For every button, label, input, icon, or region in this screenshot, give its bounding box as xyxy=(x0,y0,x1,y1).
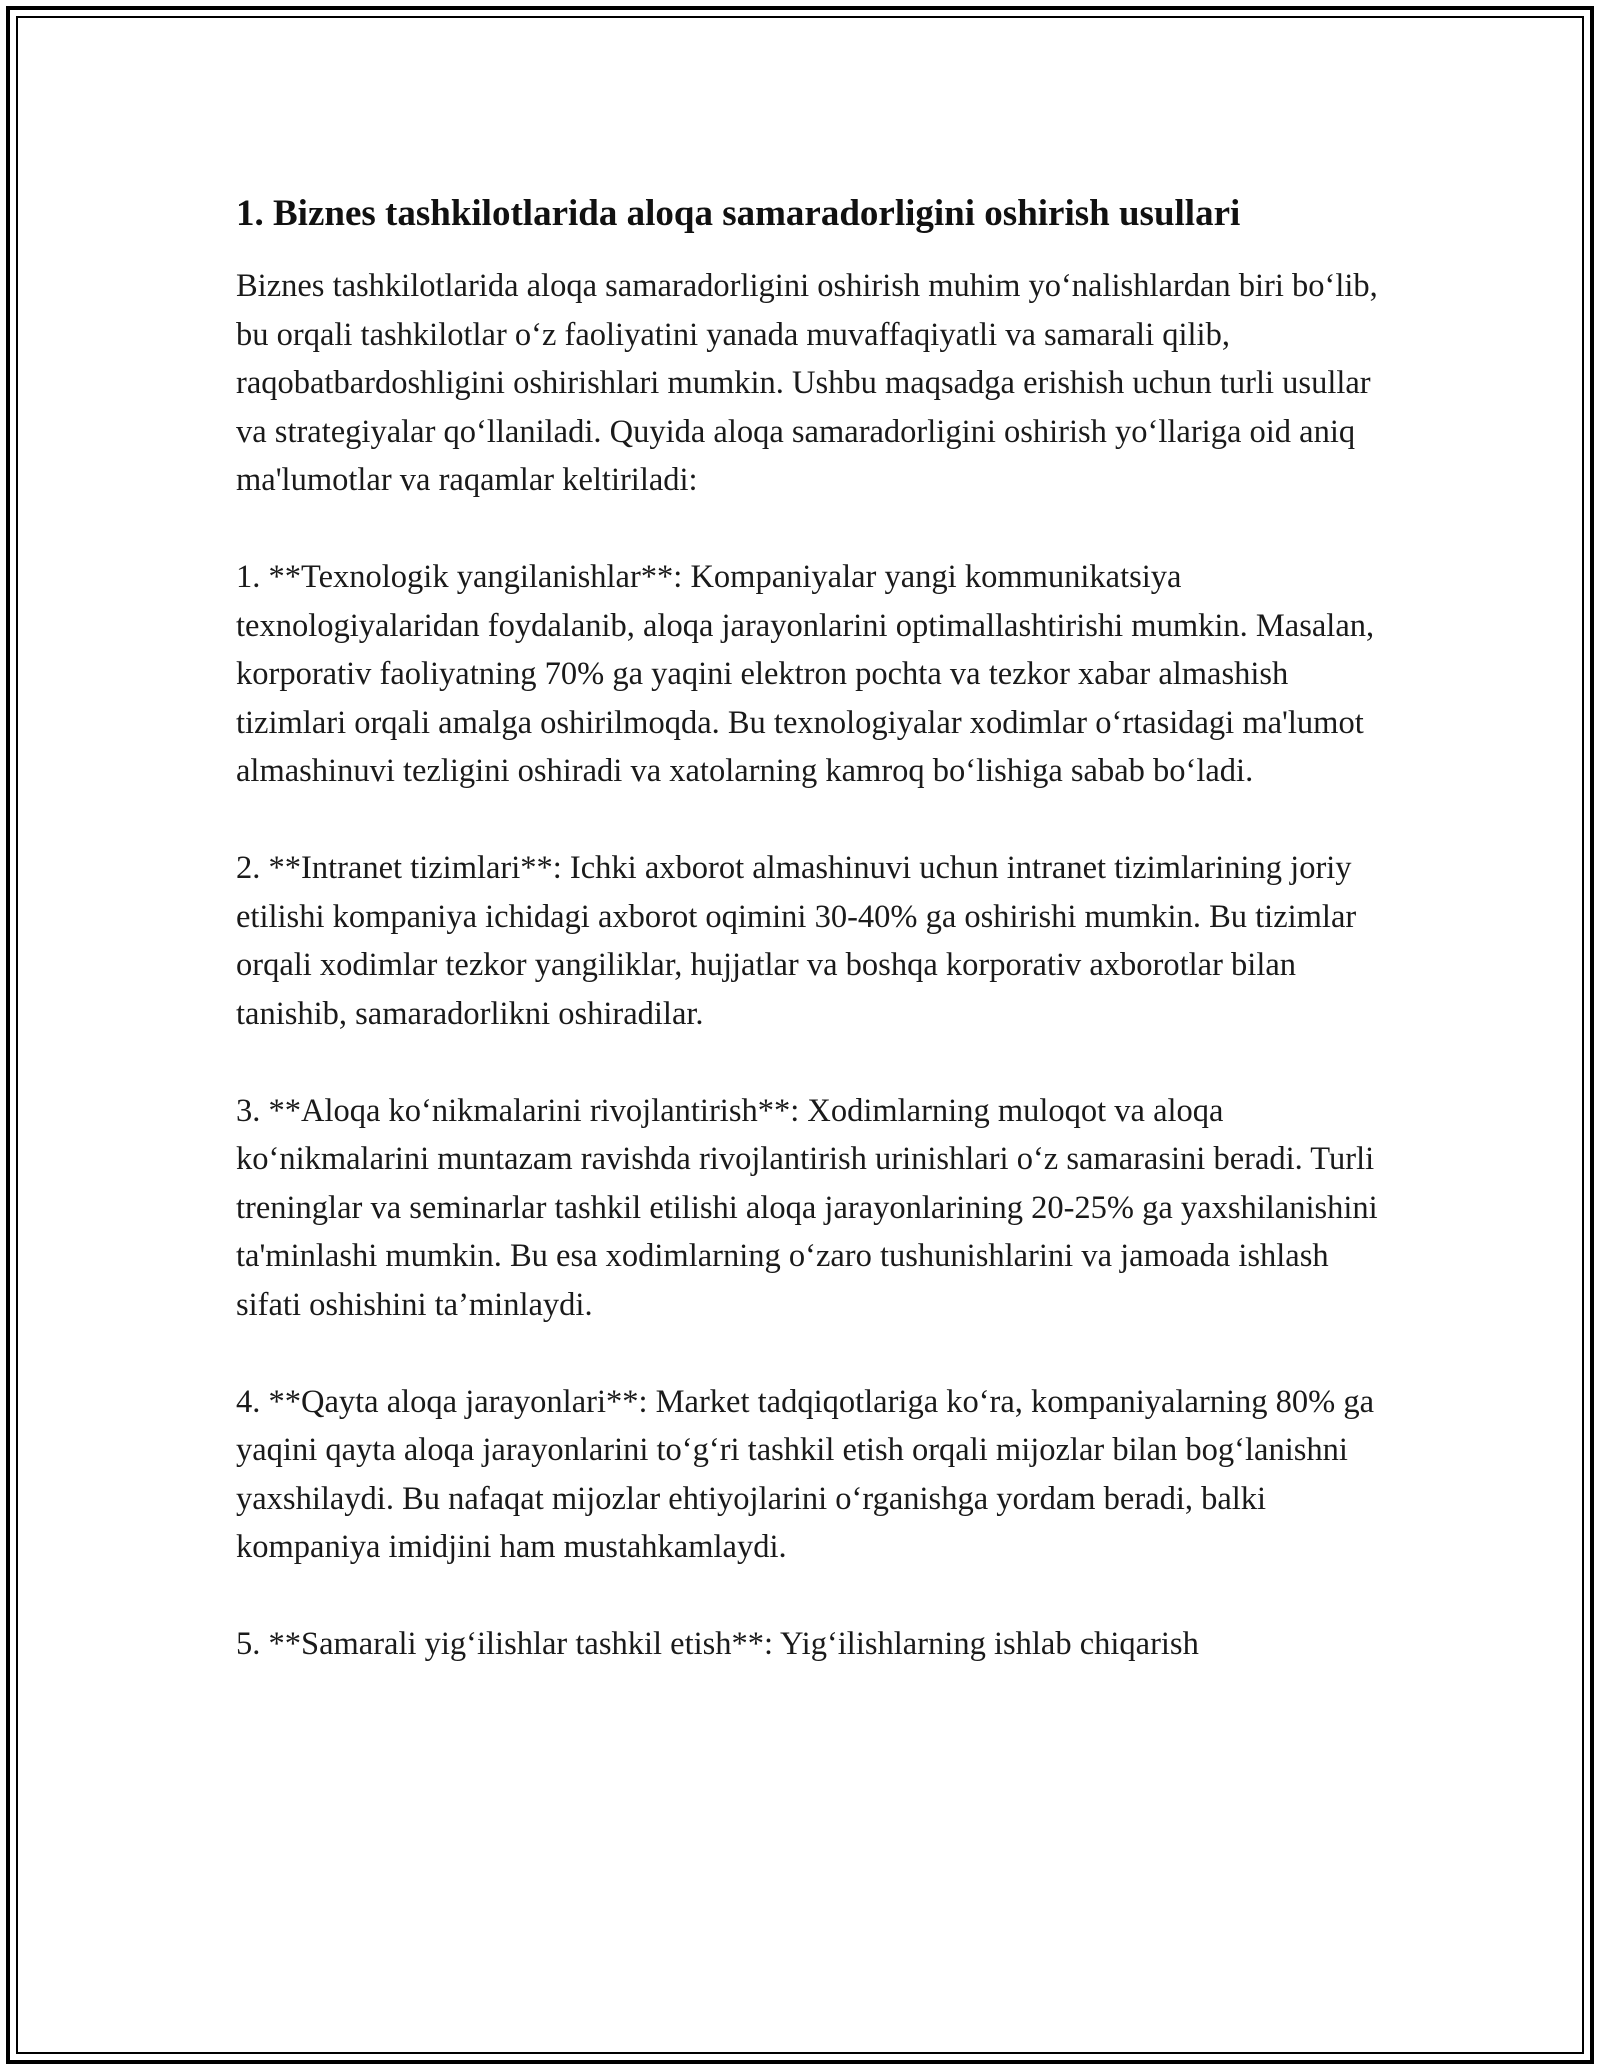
list-item-feedback: 4. **Qayta aloqa jarayonlari**: Market tadqiqotlariga ko‘ra, kompaniyalarning 80% ga yaqini qayta aloqa jarayonlarini to‘g‘ri tashkil etish orqali mijozlar bilan bog‘lanishni yaxshilaydi. Bu nafaqat mijozlar ehtiyojlarini o‘rganishga yordam beradi, balki kompaniya imidjini ham mustahkamlaydi. xyxy=(236,1383,1375,1565)
document-content xyxy=(236,186,1386,1669)
list-item-communication-skills: 3. **Aloqa ko‘nikmalarini rivojlantirish**: Xodimlarning muloqot va aloqa ko‘nikmalarini muntazam ravishda rivojlantirish urinishlari o‘z samarasini beradi. Turli treninglar va seminarlar tashkil etilishi aloqa jarayonlarining 20-25% ga yaxshilanishini ta'minlashi mumkin. Bu esa xodimlarning o‘zaro tushunishlarini va jamoada ishlash sifati oshishini ta’minlaydi. xyxy=(236,1092,1378,1323)
document-body xyxy=(236,262,1386,1669)
intro-paragraph: Biznes tashkilotlarida aloqa samaradorligini oshirish muhim yo‘nalishlardan biri bo‘lib, bu orqali tashkilotlar o‘z faoliyatini yanada muvaffaqiyatli va samarali qilib, raqobatbardoshligini oshirishlari mumkin. Ushbu maqsadga erishish uchun turli usullar va strategiyalar qo‘llaniladi. Quyida aloqa samaradorligini oshirish yo‘llariga oid aniq ma'lumotlar va raqamlar keltiriladi: xyxy=(236,268,1378,498)
document-title: 1. Biznes tashkilotlarida aloqa samaradorligini oshirish usullari xyxy=(236,193,1241,234)
list-item-intranet: 2. **Intranet tizimlari**: Ichki axborot almashinuvi uchun intranet tizimlarining joriy etilishi kompaniya ichidagi axborot oqimini 30-40% ga oshirishi mumkin. Bu tizimlar orqali xodimlar tezkor yangiliklar, hujjatlar va boshqa korporativ axborotlar bilan tanishib, samaradorlikni oshiradilar. xyxy=(236,850,1357,1032)
list-item-technology: 1. **Texnologik yangilanishlar**: Kompaniyalar yangi kommunikatsiya texnologiyalaridan foydalanib, aloqa jarayonlarini optimallashtirishi mumkin. Masalan, korporativ faoliyatning 70% ga yaqini elektron pochta va tezkor xabar almashish tizimlari orqali amalga oshirilmoqda. Bu texnologiyalar xodimlar o‘rtasidagi ma'lumot almashinuvi tezligini oshiradi va xatolarning kamroq bo‘lishiga sabab bo‘ladi. xyxy=(236,559,1375,789)
list-item-meetings: 5. **Samarali yig‘ilishlar tashkil etish**: Yig‘ilishlarning ishlab chiqarish xyxy=(236,1626,1199,1662)
